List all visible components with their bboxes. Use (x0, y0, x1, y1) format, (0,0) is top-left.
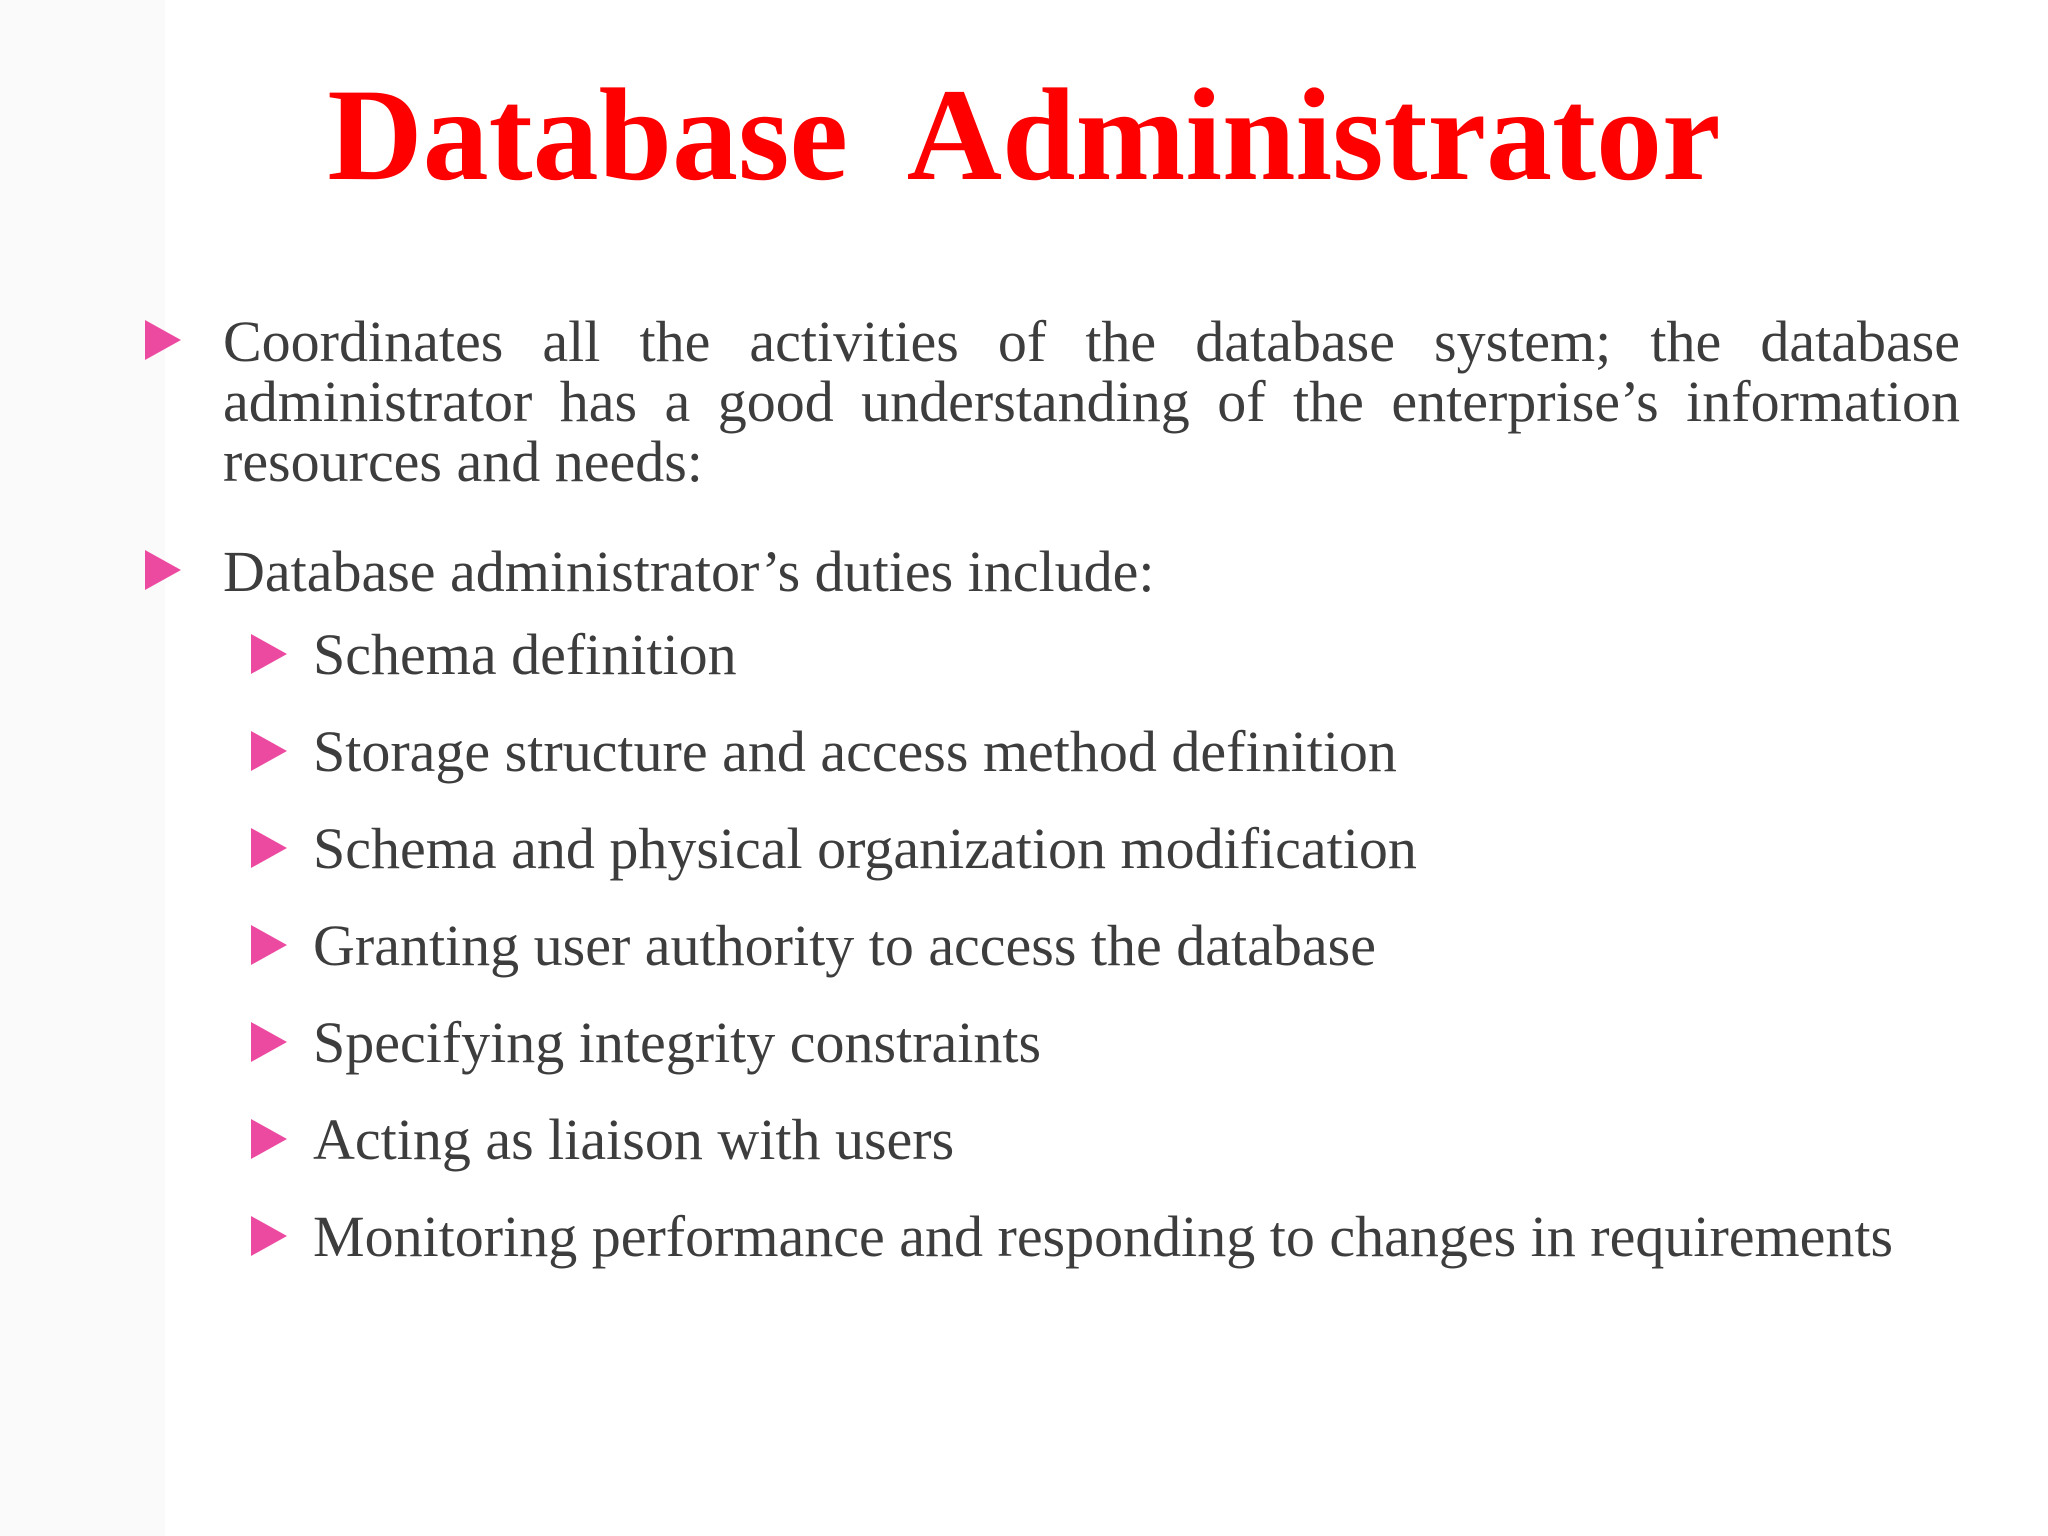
triangle-right-icon (251, 1119, 287, 1159)
sub-bullet-text: Acting as liaison with users (313, 1107, 955, 1172)
sub-list-item (145, 1204, 1960, 1270)
left-margin-band (0, 0, 165, 1536)
bullet-text: Coordinates all the activities of the database system; the database administrator has a good understanding of the enterprise’s information resources and needs: (223, 309, 1960, 494)
bullet-text: Database administrator’s duties include: (223, 539, 1155, 604)
triangle-right-icon (145, 320, 181, 360)
sub-bullet-text: Schema and physical organization modification (313, 816, 1417, 881)
sub-list-item (145, 622, 1960, 688)
triangle-right-icon (251, 634, 287, 674)
sub-list-item (145, 719, 1960, 785)
slide-title: Database Administrator (327, 61, 1721, 208)
triangle-right-icon (251, 731, 287, 771)
sub-bullet-text: Granting user authority to access the database (313, 913, 1376, 978)
sub-bullet-text: Specifying integrity constraints (313, 1010, 1042, 1075)
sub-list-item (145, 1107, 1960, 1173)
sub-bullet-text: Schema definition (313, 622, 737, 687)
sub-list-item (145, 913, 1960, 979)
list-item (145, 539, 1960, 604)
triangle-right-icon (251, 1216, 287, 1256)
triangle-right-icon (251, 828, 287, 868)
sub-bullet-text: Monitoring performance and responding to changes in requirements (313, 1204, 1894, 1269)
triangle-right-icon (251, 925, 287, 965)
sub-list-item (145, 816, 1960, 882)
sub-list-item (145, 1010, 1960, 1076)
sub-bullet-text: Storage structure and access method definition (313, 719, 1397, 784)
list-item (145, 309, 1960, 494)
triangle-right-icon (251, 1022, 287, 1062)
triangle-right-icon (145, 550, 181, 590)
bullet-list (145, 309, 1960, 1270)
